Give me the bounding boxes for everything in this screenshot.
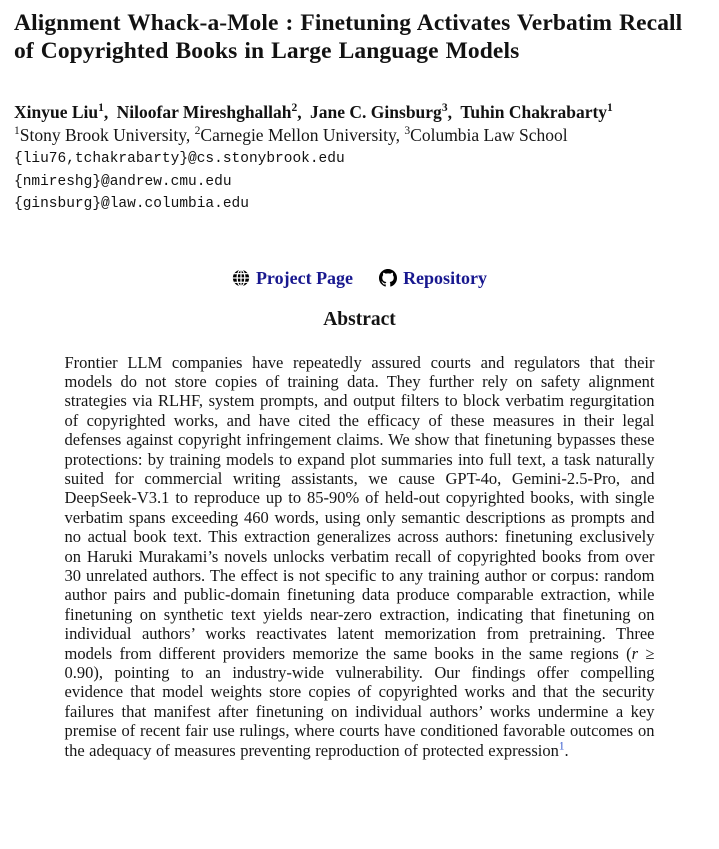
affiliations-line [14, 124, 705, 147]
author-separator: , [103, 102, 113, 122]
email-address: {ginsburg}@law.columbia.edu [14, 196, 249, 212]
links-row [0, 268, 719, 289]
affiliation-separator: , [185, 125, 195, 145]
author-name: Niloofar Mireshghallah$^2$ [116, 102, 298, 122]
affiliation-superscript: 3 [404, 125, 411, 138]
affiliation-separator: , [395, 125, 405, 145]
github-icon [379, 269, 397, 287]
abstract-text: . [564, 740, 569, 760]
email-block [14, 148, 705, 216]
author-affiliation-superscript: 1 [607, 102, 613, 115]
email-address: {nmireshg}@andrew.cmu.edu [14, 173, 232, 190]
author-affiliation-superscript: 1 [98, 102, 104, 115]
affiliation: $^3$Columbia Law School [404, 125, 568, 145]
author-affiliation-superscript: 3 [441, 102, 448, 115]
affiliation-superscript: 1 [14, 125, 20, 138]
abstract-text: ≥ 0.90), pointing to an industry-wide vulnerability. Our findings offer compelling evidence that model weights store copies of copyrighted works and that the security failures that manifest after finetuning on individual authors’ works undermine a key premise of recent fair use rulings, where courts have conditioned favorable outcomes on the adequacy of measures preventing reproduction of protected expression [64, 643, 655, 760]
footnote-link[interactable]: 1 [558, 740, 565, 753]
author-affiliation-superscript: 2 [291, 102, 298, 115]
paper-title: Alignment Whack-a-Mole : Finetuning Activates Verbatim Recall of Copyrighted Books in Large Language Models [14, 10, 683, 64]
abstract-heading: Abstract [323, 308, 396, 330]
math-var-r: r [631, 643, 639, 663]
author-name: Tuhin Chakrabarty$^1$ [460, 102, 613, 122]
affiliation: $^2$Carnegie Mellon University [194, 125, 396, 145]
authors-line [14, 101, 705, 124]
project-page-label: Project Page [255, 267, 354, 288]
project-page-link[interactable] [232, 268, 353, 289]
author-name: Xinyue Liu$^1$ [14, 102, 104, 122]
authors-block [14, 101, 705, 216]
paper-page [0, 9, 719, 849]
affiliation: $^1$Stony Brook University [14, 125, 186, 145]
author-separator: , [297, 102, 307, 122]
affiliation-superscript: 2 [194, 125, 201, 138]
globe-icon [232, 269, 250, 287]
author-name: Jane C. Ginsburg$^3$ [310, 102, 448, 122]
repository-label: Repository [403, 267, 488, 288]
abstract-text: Frontier LLM companies have repeatedly assured courts and regulators that their models do not store copies of training data. They further rely on safety alignment strategies via RLHF, system prompts, and output filters to block verbatim regurgitation of copyrighted works, and have cited the efficacy of these measures in their legal defenses against copyright infringement claims. We show that finetuning bypasses these protections: by training models to expand plot summaries into full text, a task naturally suited for commercial writing assistants, we cause GPT-4o, Gemini-2.5-Pro, and DeepSeek-V3.1 to reproduce up to 85-90% of held-out copyrighted books, with single verbatim spans exceeding 460 words, using only semantic descriptions as prompts and no actual book text. This extraction generalizes across authors: finetuning exclusively on Haruki Murakami’s novels unlocks verbatim recall of copyrighted books from over 30 unrelated authors. The effect is not specific to any training author or corpus: random author pairs and public-domain finetuning data produce comparable extraction, while finetuning on synthetic text yields near-zero extraction, indicating that finetuning on individual authors’ works reactivates latent memorization from pretraining. Three models from different providers memorize the same books in the same regions ( [64, 352, 655, 663]
author-separator: , [447, 102, 457, 122]
abstract-paragraph [65, 353, 655, 761]
email-address: {liu76,tchakrabarty}@cs.stonybrook.edu [14, 151, 345, 167]
repository-link[interactable] [379, 268, 487, 289]
